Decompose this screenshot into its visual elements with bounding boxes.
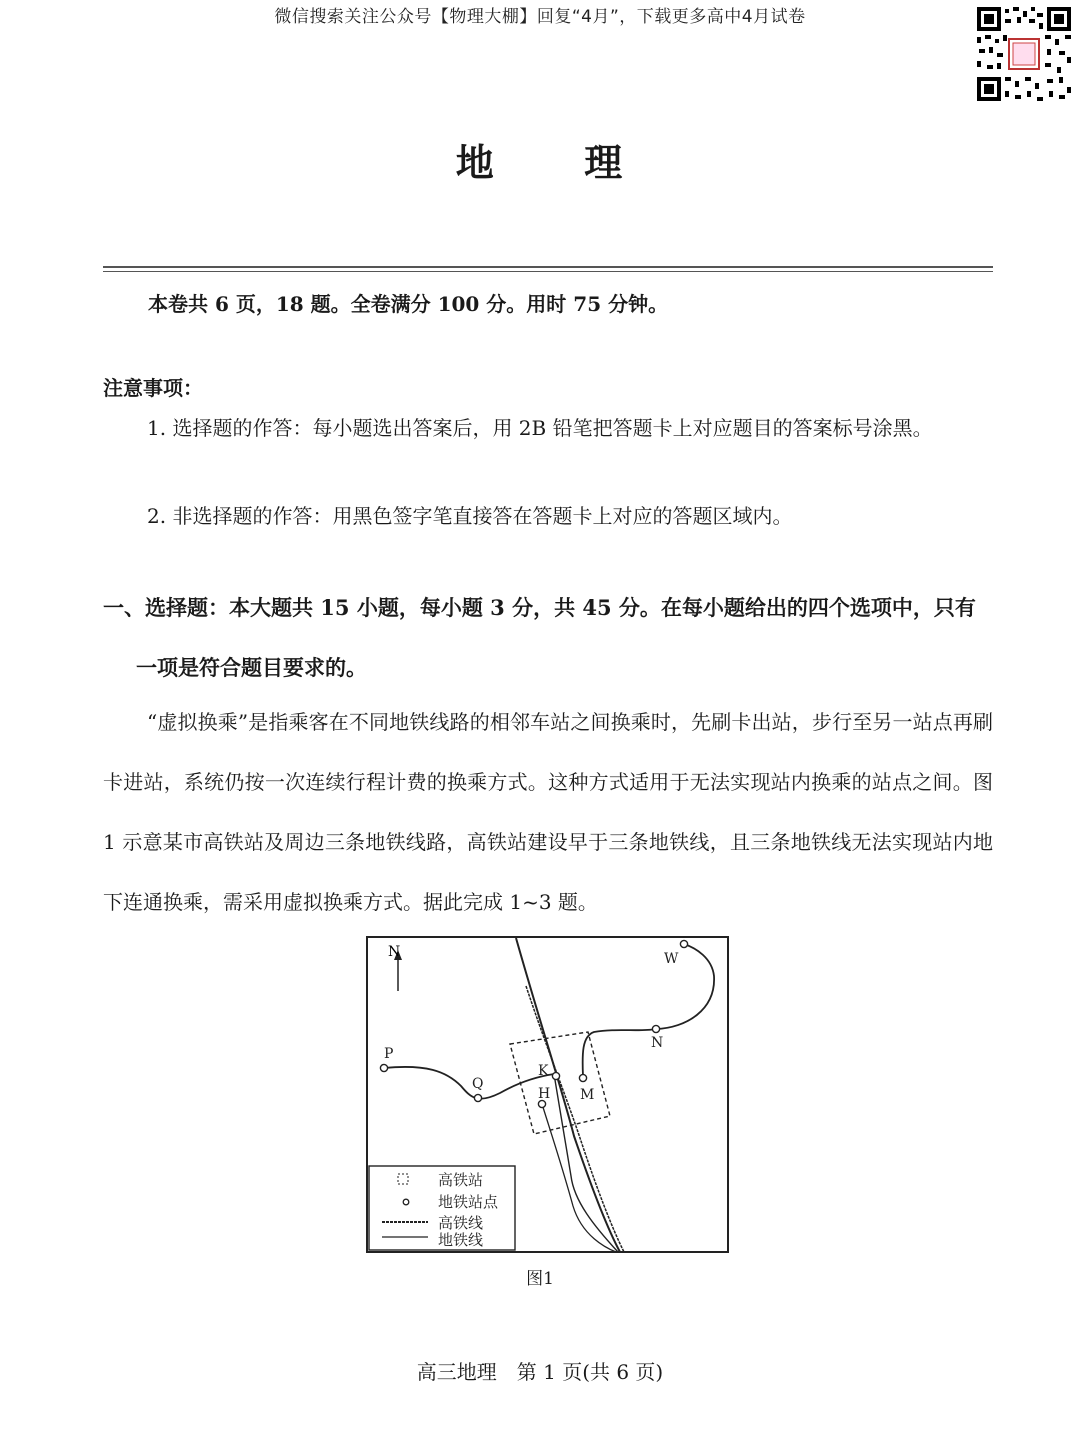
station-p	[380, 1064, 387, 1071]
title-char-2: 理	[584, 140, 625, 185]
divider-top	[103, 266, 993, 268]
station-k	[552, 1072, 559, 1079]
qr-code	[975, 5, 1073, 103]
label-q: Q	[472, 1076, 484, 1092]
label-k: K	[538, 1063, 549, 1079]
label-n: N	[651, 1035, 664, 1051]
legend-hsr-line: 高铁线	[438, 1214, 484, 1232]
north-label: N	[388, 944, 401, 960]
section-heading-line2: 一项是符合题目要求的。	[136, 655, 367, 680]
station-w	[680, 940, 687, 947]
label-w: W	[664, 951, 679, 967]
title-char-1: 地	[455, 140, 496, 185]
question-stem: “虚拟换乘”是指乘客在不同地铁线路的相邻车站之间换乘时，先刷卡出站，步行至另一站点再刷卡进站，系统仍按一次连续行程计费的换乘方式。这种方式适用于无法实现站内换乘的站点之间。图 1 示意某市高铁站及周边三条地铁线路，高铁站建设早于三条地铁线，且三条地铁线无法实现站内地下连通换乘，需采用虚拟换乘方式。据此完成 1~3 题。	[103, 710, 993, 914]
page-title	[0, 132, 1080, 187]
label-h: H	[538, 1086, 551, 1102]
notice-heading: 注意事项：	[103, 376, 203, 400]
figure-1-map	[366, 936, 730, 1256]
exam-intro: 本卷共 6 页，18 题。全卷满分 100 分。用时 75 分钟。	[148, 292, 669, 316]
legend-metro-station: 地铁站点	[438, 1193, 499, 1211]
legend-metro-station-icon	[403, 1199, 409, 1205]
figure-caption: 图1	[526, 1269, 554, 1289]
page-footer: 高三地理 第 1 页(共 6 页)	[416, 1360, 664, 1384]
divider-bottom	[103, 271, 993, 272]
promo-banner: 微信搜索关注公众号【物理大棚】回复“4月”，下载更多高中4月试卷	[274, 7, 806, 27]
notice-item-2: 2. 非选择题的作答：用黑色签字笔直接答在答题卡上对应的答题区域内。	[147, 504, 793, 528]
station-q	[474, 1094, 481, 1101]
legend-metro-line: 地铁线	[438, 1231, 484, 1249]
station-n	[652, 1025, 659, 1032]
legend	[369, 1166, 515, 1250]
section-heading-line1: 一、选择题：本大题共 15 小题，每小题 3 分，共 45 分。在每小题给出的四个选项中，只有	[103, 595, 976, 620]
legend-hsr-station: 高铁站	[438, 1171, 484, 1189]
section-heading	[103, 578, 998, 698]
notice-item-1: 1. 选择题的作答：每小题选出答案后，用 2B 铅笔把答题卡上对应题目的答案标号涂黑。	[147, 416, 933, 440]
label-m: M	[580, 1087, 595, 1103]
label-p: P	[384, 1046, 394, 1062]
station-m	[579, 1074, 586, 1081]
